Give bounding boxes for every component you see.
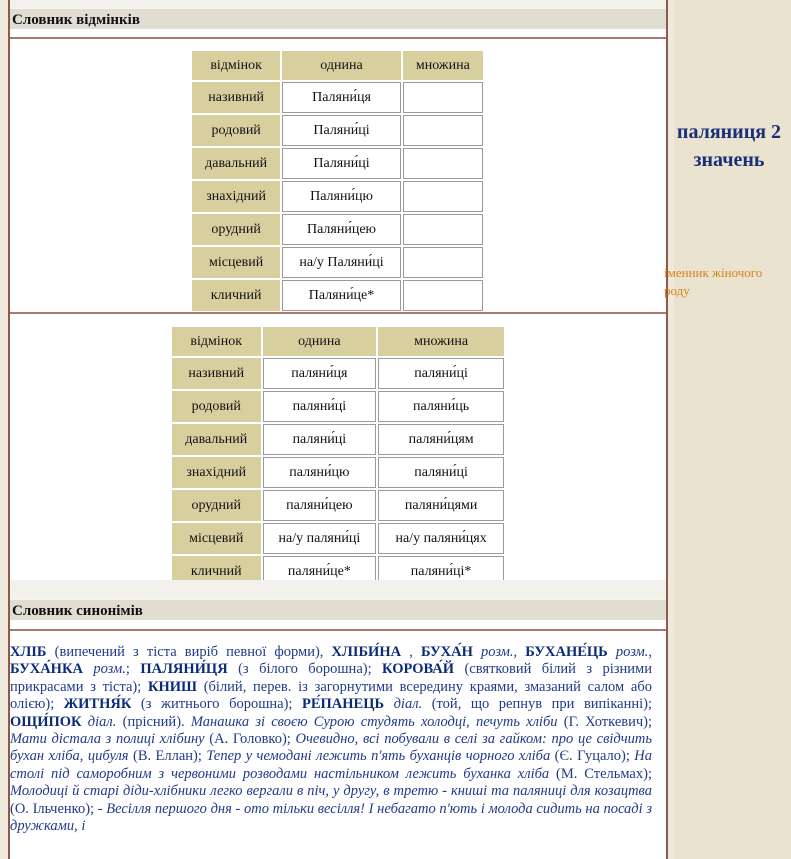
case-name-cell: знахідний — [192, 181, 280, 212]
plural-cell — [403, 214, 483, 245]
plural-cell: паляни́цями — [378, 490, 504, 521]
case-name-cell: родовий — [172, 391, 261, 422]
part-of-speech[interactable]: іменник жіночого роду — [664, 265, 763, 298]
table-row — [172, 457, 504, 488]
usage-example: Молодиці й старі діди-хлібники легко вергали в піч, у другу, в третю - книші та паляниці для козацтва — [10, 783, 652, 800]
plural-cell: на/у паляни́цях — [378, 523, 504, 554]
word-title[interactable]: паляниця 2 значень — [676, 121, 782, 171]
table-header-row — [192, 51, 483, 80]
synonym-headword: КНИШ — [147, 678, 197, 695]
synonym-gloss: (Є. Гуцало); — [550, 748, 635, 765]
singular-cell: Паляни́це* — [282, 280, 400, 311]
plural-cell — [403, 247, 483, 278]
case-name-cell: кличний — [172, 556, 261, 587]
table-row — [192, 115, 483, 146]
synonym-gloss: (з житнього борошна); — [131, 696, 302, 713]
table-row — [172, 391, 504, 422]
usage-example: Тепер у чемодані лежить п'ять буханців чорного хліба — [206, 748, 551, 765]
synonym-headword: ЖИТНЯ́К — [63, 696, 132, 713]
case-name-cell: орудний — [192, 214, 280, 245]
section-header-synonyms: Словник синонімів — [10, 598, 666, 620]
table-row — [192, 181, 483, 212]
usage-example: розм., — [607, 644, 652, 660]
column-header: однина — [263, 327, 377, 356]
table-row — [192, 148, 483, 179]
synonym-headword: БУХА́НКА — [10, 661, 83, 678]
synonyms-text — [10, 644, 652, 835]
synonym-gloss: (білий, перев. із загорнутими всередину краями, змазаний салом або олією); — [10, 678, 652, 713]
synonym-headword: БУХА́Н — [420, 644, 473, 660]
synonym-gloss: (випечений з тіста виріб певної форми), — [46, 644, 332, 660]
usage-example: діал. — [384, 696, 423, 713]
synonym-gloss: (М. Стельмах); — [549, 765, 652, 782]
synonym-gloss: (з білого борошна); — [227, 661, 383, 678]
synonym-gloss: (прісний). — [116, 713, 191, 730]
usage-example: розм., — [472, 644, 518, 660]
synonym-headword: ПАЛЯНИ́ЦЯ — [140, 661, 228, 678]
declension-table-common — [170, 325, 506, 589]
plural-cell: паляни́ці — [378, 358, 504, 389]
synonym-headword: ХЛІБ — [10, 644, 47, 660]
usage-example: Манашка зі своєю Сурою студять холодці, печуть хліби — [190, 713, 558, 730]
usage-example: розм. — [82, 661, 126, 678]
column-header: відмінок — [172, 327, 261, 356]
synonym-gloss: (той, що репнув при випіканні); — [422, 696, 653, 713]
singular-cell: Паляни́ці — [282, 115, 400, 146]
section-header-declension: Словник відмінків — [10, 7, 666, 29]
case-name-cell: давальний — [192, 148, 280, 179]
table-row — [172, 424, 504, 455]
table-row — [192, 82, 483, 113]
singular-cell: паляни́ця — [263, 358, 377, 389]
table-row — [172, 358, 504, 389]
singular-cell: Паляни́цею — [282, 214, 400, 245]
plural-cell: паляни́ці* — [378, 556, 504, 587]
usage-example: - Весілля першого дня - ото тільки весілля! І небагато п'ють і молода сидить на посаді з дружками, і — [10, 800, 653, 835]
declension-table-proper — [190, 49, 485, 313]
case-name-cell: знахідний — [172, 457, 261, 488]
plural-cell: паляни́цям — [378, 424, 504, 455]
case-name-cell: родовий — [192, 115, 280, 146]
case-name-cell: називний — [172, 358, 261, 389]
plural-cell — [403, 115, 483, 146]
usage-example: На столі під саморобним з червоними розводами настільником лежить буханка хліба — [10, 748, 653, 782]
case-name-cell: місцевий — [192, 247, 280, 278]
case-name-cell: місцевий — [172, 523, 261, 554]
case-name-cell: кличний — [192, 280, 280, 311]
plural-cell: паляни́ці — [378, 457, 504, 488]
column-header: множина — [378, 327, 504, 356]
singular-cell: паляни́цю — [263, 457, 377, 488]
singular-cell: паляни́ці — [263, 391, 377, 422]
plural-cell — [403, 181, 483, 212]
singular-cell: паляни́ці — [263, 424, 377, 455]
case-name-cell: називний — [192, 82, 280, 113]
column-header: множина — [403, 51, 483, 80]
usage-example: Мати дістала з полиці хлібину — [10, 731, 205, 748]
synonym-gloss: (О. Ільченко); — [10, 800, 98, 817]
synonym-gloss: ; — [125, 661, 141, 678]
singular-cell: паляни́це* — [263, 556, 377, 587]
synonym-headword: ХЛІБИ́НА — [331, 644, 402, 660]
table-row — [172, 523, 504, 554]
usage-example: діал. — [81, 713, 117, 730]
synonym-gloss: (святковий білий з різними прикрасами з тіста); — [10, 661, 652, 695]
synonym-gloss: , — [401, 644, 421, 660]
plural-cell: паляни́ць — [378, 391, 504, 422]
case-name-cell: давальний — [172, 424, 261, 455]
table-row — [192, 247, 483, 278]
synonym-headword: РЕ́ПАНЕЦЬ — [301, 696, 385, 713]
synonym-headword: КОРОВА́Й — [382, 661, 455, 678]
singular-cell: Паляни́ці — [282, 148, 400, 179]
synonym-headword: БУХАНЕ́ЦЬ — [525, 644, 608, 660]
plural-cell — [403, 82, 483, 113]
singular-cell: на/у Паляни́ці — [282, 247, 400, 278]
table-row — [192, 214, 483, 245]
case-name-cell: орудний — [172, 490, 261, 521]
synonym-headword: ОЩИ́ПОК — [10, 713, 82, 730]
plural-cell — [403, 148, 483, 179]
singular-cell: на/у паляни́ці — [263, 523, 377, 554]
plural-cell — [403, 280, 483, 311]
table-row — [192, 280, 483, 311]
column-header: однина — [282, 51, 400, 80]
synonym-gloss: (А. Головко); — [204, 731, 296, 748]
column-header: відмінок — [192, 51, 280, 80]
synonym-gloss: (В. Еллан); — [128, 748, 207, 765]
singular-cell: Паляни́цю — [282, 181, 400, 212]
table-header-row — [172, 327, 504, 356]
singular-cell: Паляни́ця — [282, 82, 400, 113]
table-row — [172, 490, 504, 521]
usage-example: Очевидно, всі побували в селі за гайком: про це свідчить бухан хліба, цибуля — [10, 731, 653, 765]
singular-cell: паляни́цею — [263, 490, 377, 521]
synonym-gloss: (Г. Хоткевич); — [557, 713, 653, 730]
